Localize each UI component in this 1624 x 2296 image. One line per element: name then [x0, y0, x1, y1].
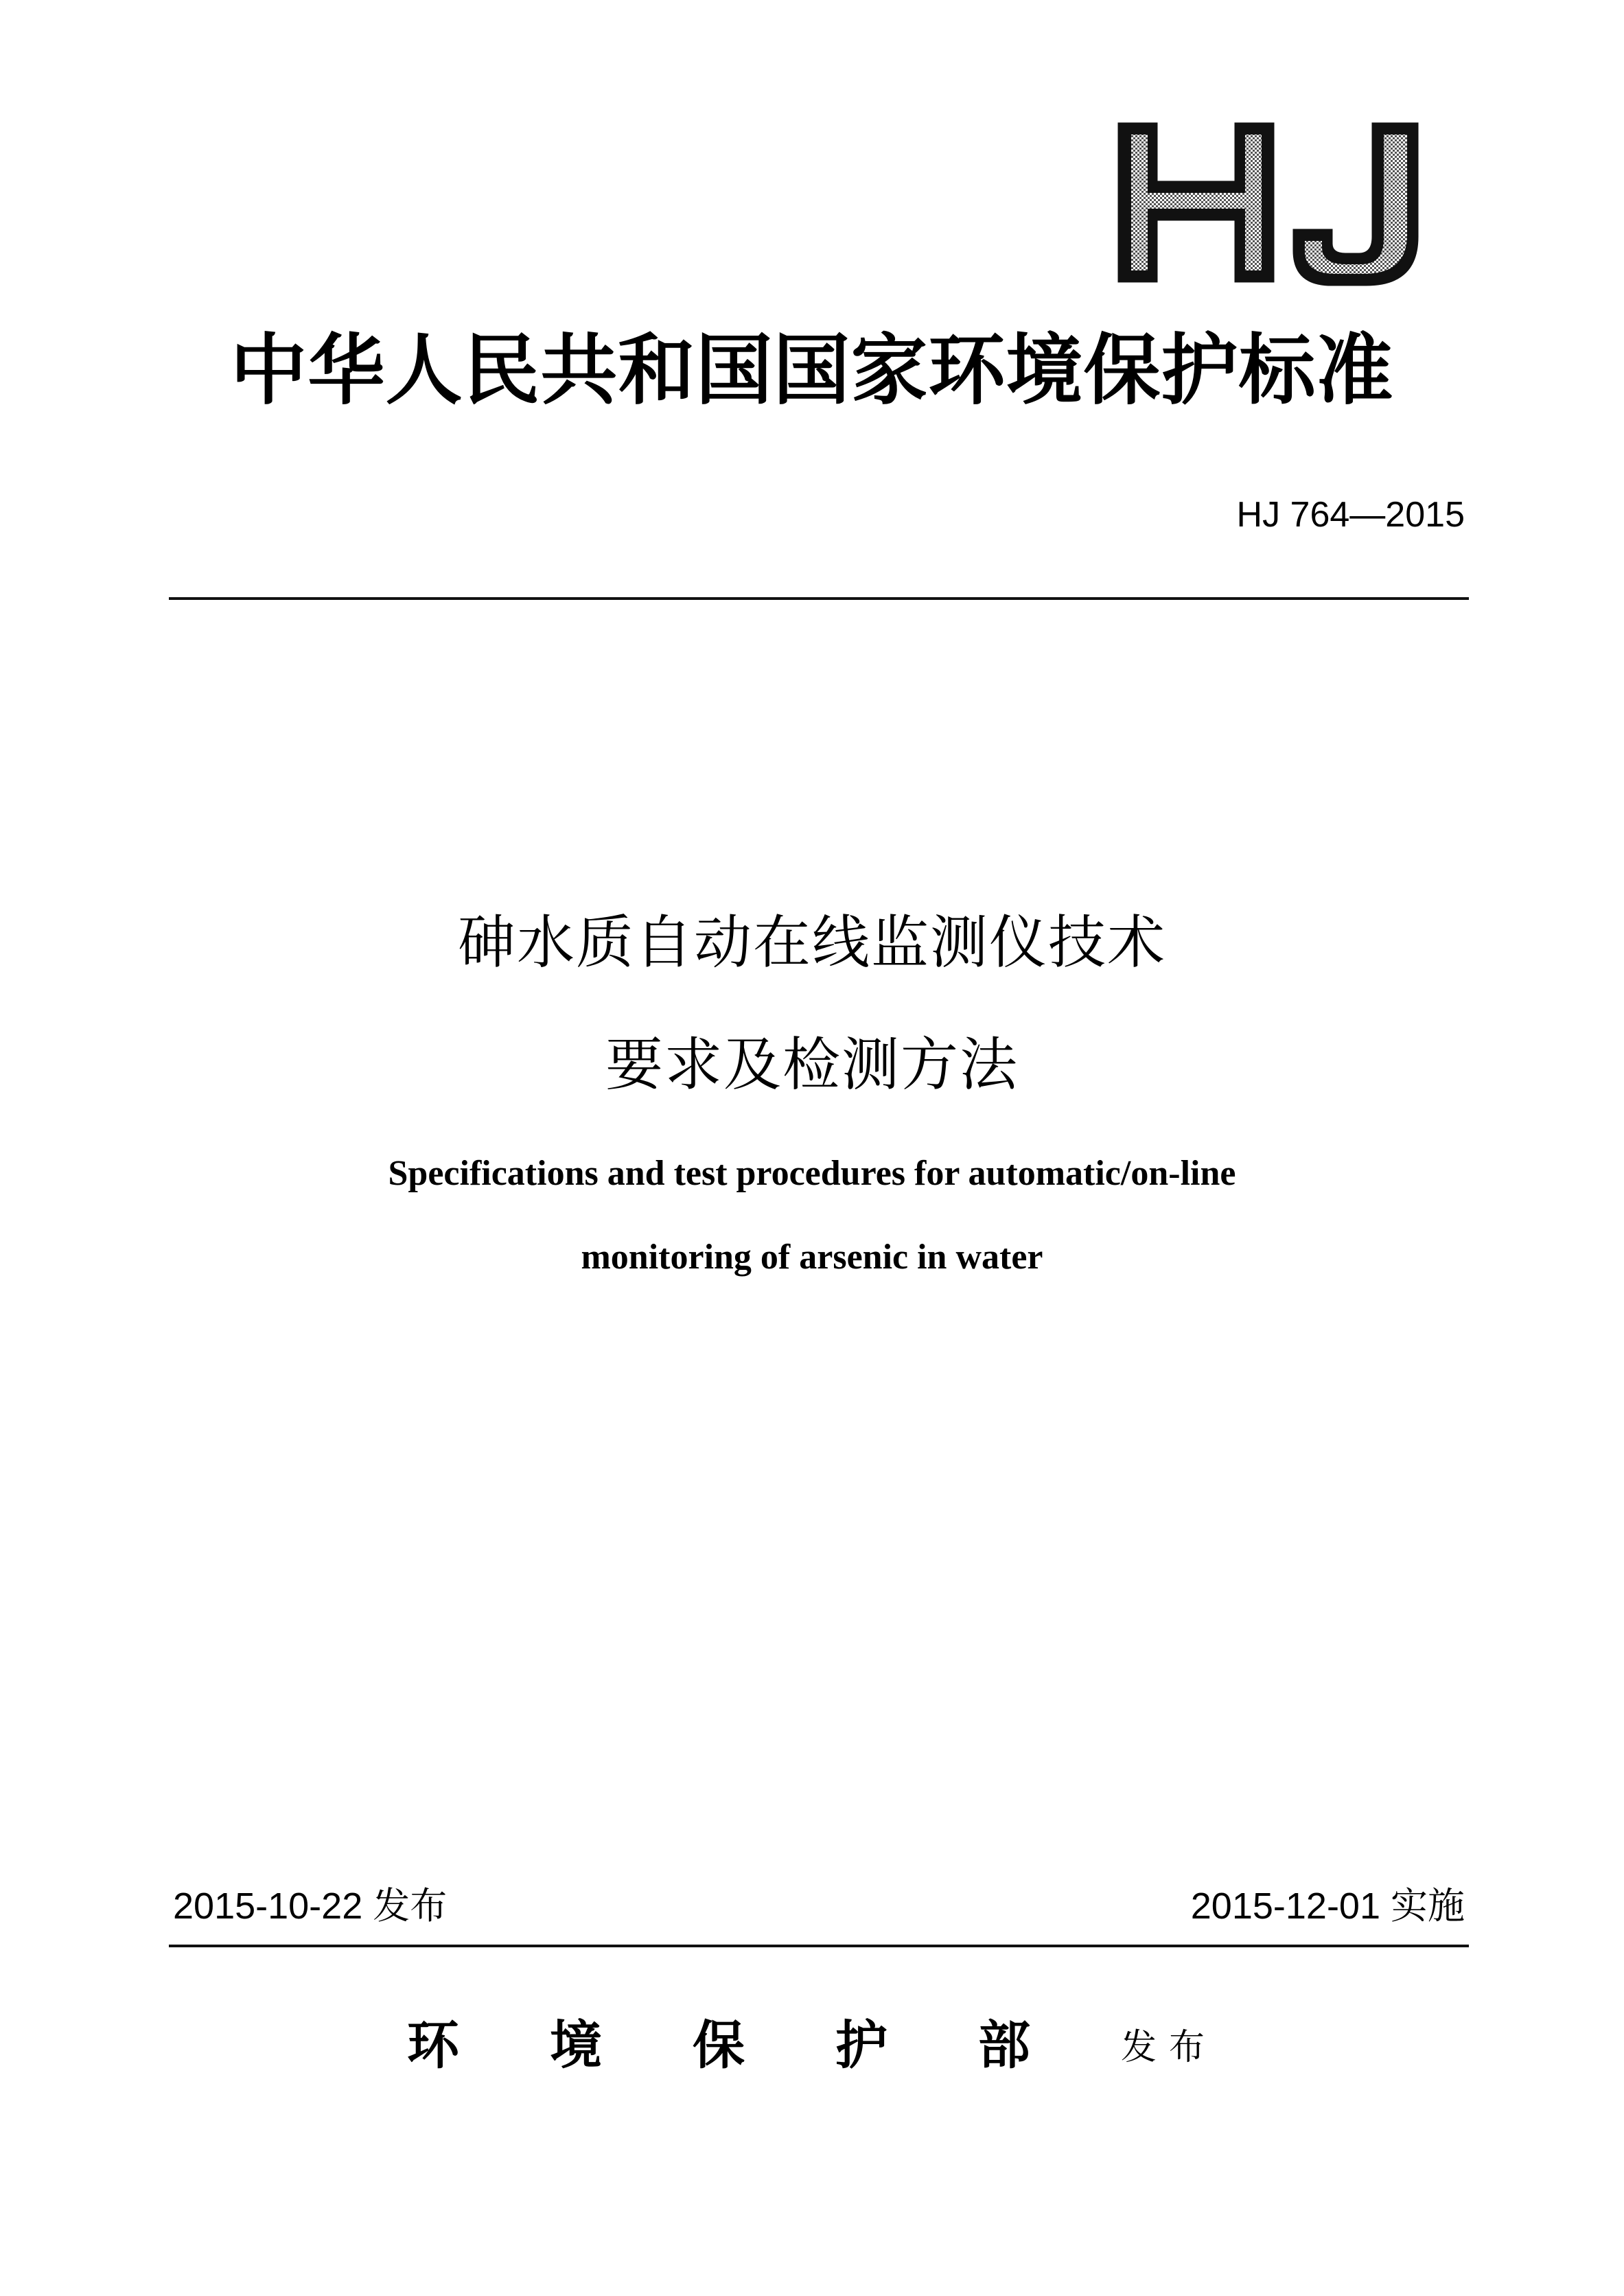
- publisher-suffix: 发布: [1120, 2027, 1217, 2068]
- chinese-title-line-1: 砷水质自动在线监测仪技术: [457, 909, 1166, 976]
- publisher-line: [0, 2011, 1624, 2082]
- standard-series-title: 中华人民共和国国家环境保护标准: [230, 325, 1394, 415]
- footer-divider: [169, 1945, 1469, 1947]
- implementation-date: 2015-12-01 实施: [1190, 1886, 1465, 1927]
- standard-code: HJ 764—2015: [1236, 495, 1465, 535]
- hj-logo: [1109, 117, 1431, 288]
- logo-letter-j: [1294, 124, 1417, 285]
- chinese-title-line-2: 要求及检测方法: [605, 1031, 1019, 1098]
- issue-date: 2015-10-22 发布: [173, 1886, 448, 1927]
- header-divider: [169, 597, 1469, 600]
- english-title-line-1: Specifications and test procedures for automatic/on-line: [388, 1154, 1236, 1193]
- publisher-name: 环境保护部: [406, 2015, 1121, 2076]
- english-title-line-2: monitoring of arsenic in water: [581, 1238, 1043, 1277]
- logo-letter-h: [1119, 124, 1273, 281]
